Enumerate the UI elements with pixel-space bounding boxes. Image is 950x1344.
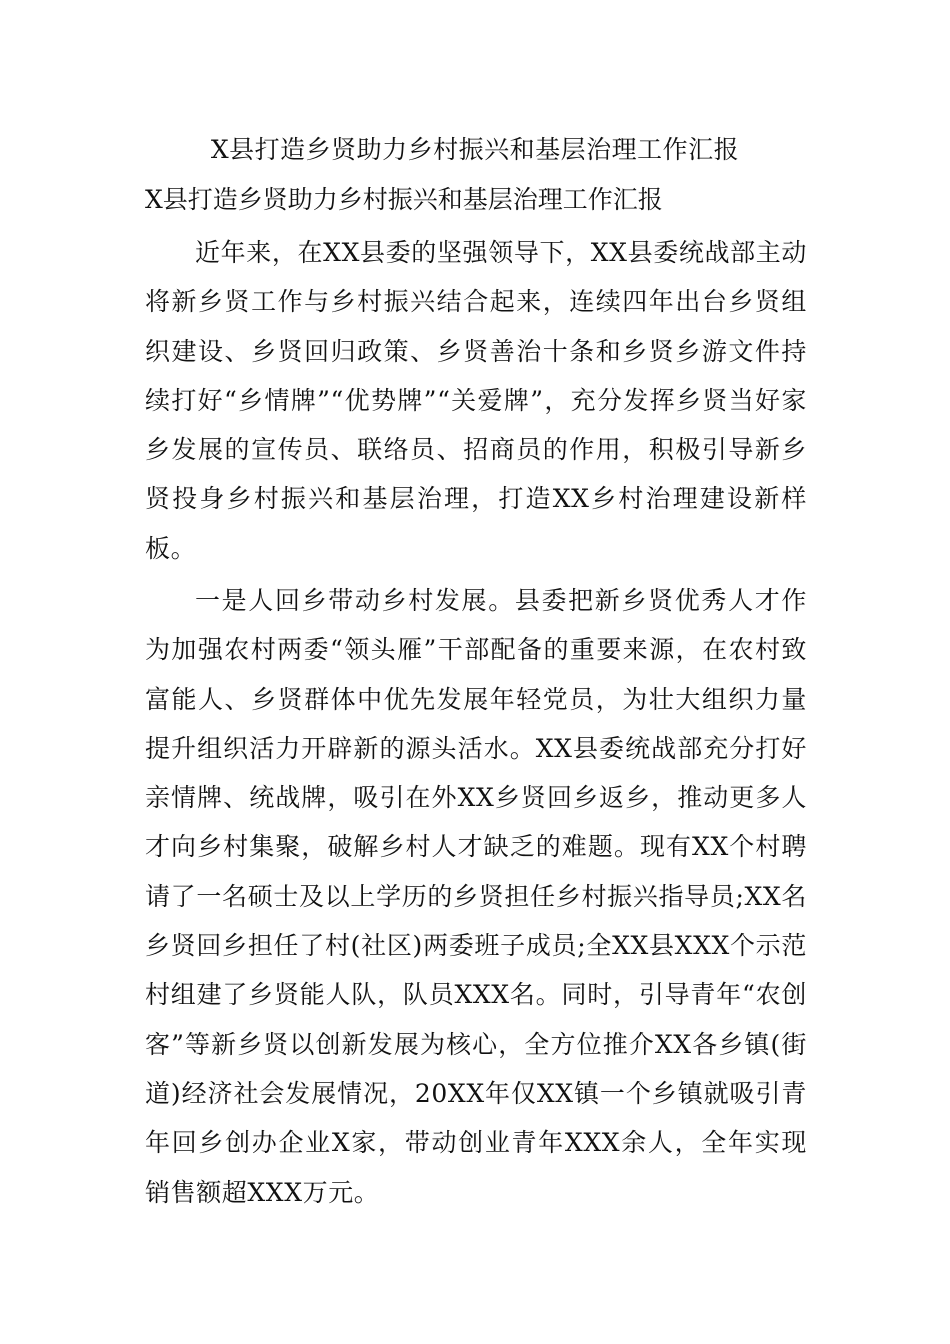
paragraph-intro: 近年来，在XX县委的坚强领导下，XX县委统战部主动将新乡贤工作与乡村振兴结合起来，连续四年出台乡贤组织建设、乡贤回归政策、乡贤善治十条和乡贤乡游文件持续打好“乡情牌”“优势牌”“关爱牌”，充分发挥乡贤当好家乡发展的宣传员、联络员、招商员的作用，积极引导新乡贤投身乡村振兴和基层治理，打造XX乡村治理建设新样板。	[145, 238, 807, 563]
document-subtitle: X县打造乡贤助力乡村振兴和基层治理工作汇报	[145, 185, 663, 214]
paragraph-talent-return: 一是人回乡带动乡村发展。县委把新乡贤优秀人才作为加强农村两委“领头雁”干部配备的重要来源，在农村致富能人、乡贤群体中优先发展年轻党员，为壮大组织力量提升组织活力开辟新的源头活水。XX县委统战部充分打好亲情牌、统战牌，吸引在外XX乡贤回乡返乡，推动更多人才向乡村集聚，破解乡村人才缺乏的难题。现有XX个村聘请了一名硕士及以上学历的乡贤担任乡村振兴指导员;XX名乡贤回乡担任了村(社区)两委班子成员;全XX县XXX个示范村组建了乡贤能人队，队员XXX名。同时，引导青年“农创客”等新乡贤以创新发展为核心，全方位推介XX各乡镇(街道)经济社会发展情况，20XX年仅XX镇一个乡镇就吸引青年回乡创办企业X家，带动创业青年XXX余人，全年实现销售额超XXX万元。	[145, 586, 807, 1207]
document-title: X县打造乡贤助力乡村振兴和基层治理工作汇报	[210, 135, 740, 164]
